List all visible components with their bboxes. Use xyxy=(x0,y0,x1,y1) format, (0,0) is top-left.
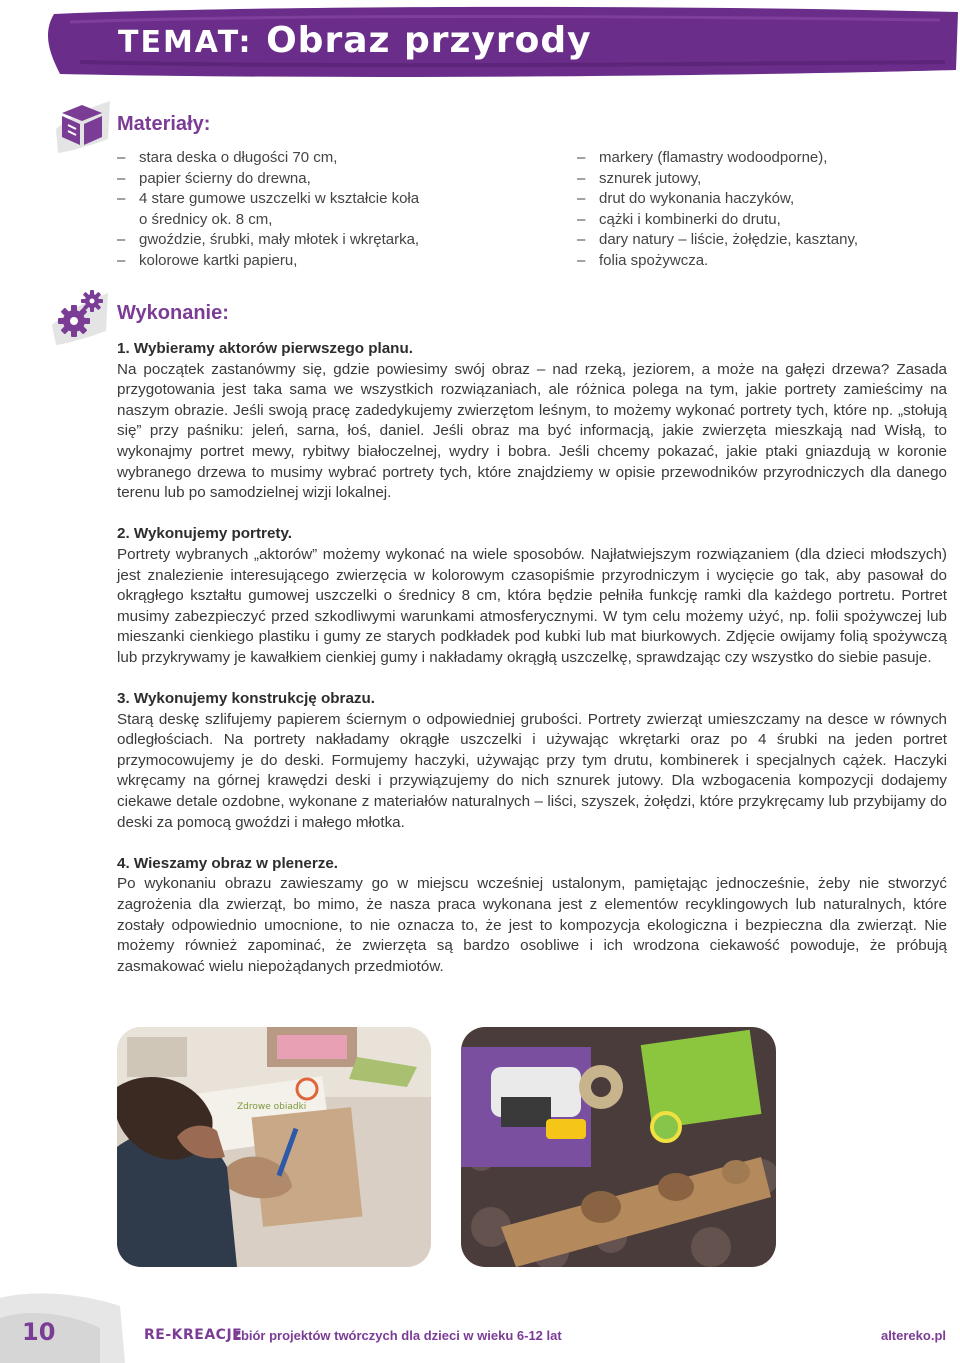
step-title: 3. Wykonujemy konstrukcję obrazu. xyxy=(117,690,375,708)
page-number: 10 xyxy=(22,1318,56,1346)
footer-band xyxy=(0,1288,960,1363)
photo-label: Zdrowe obiadki xyxy=(237,1102,307,1112)
list-item: o średnicy ok. 8 cm, xyxy=(139,210,273,228)
step-text: Po wykonaniu obrazu zawieszamy go w miejscu wcześniej ustalonym, pamiętając jednocześnie, żeby nie stworzyć zagrożenia dla zwierząt, bo mimo, że nasza praca wykonana jest z elementów recyklingowych lub naturalnych, które zostały odpowiednio umocnione, to nie oznacza to, że jest to kompozycja ekologiczna i bezpieczna dla zwierząt. Nie możemy również zapominać, że zwierzęta są bardzo osobliwe i ich wrodzona ciekawość powoduje, że próbują zasmakować wielu niepożądanych przedmiotów. xyxy=(117,875,947,975)
step-text: Starą deskę szlifujemy papierem ściernym o odpowiedniej grubości. Portrety zwierząt umieszczamy na desce w równych odległościach. Na portrety nakładamy okrągłe uszczelki i używając wkrętarki oraz po 4 śrubki na jeden portret przymocowujemy je do deski. Formujemy haczyki, używając przy tym drutu, kombinerek i specjalnych cążek. Haczyki wkręcamy na górnej krawędzi deski i przywiązujemy do nich sznurek jutowy. Dla wzbogacenia kompozycji dodajemy ciekawe detale ozdobne, wykonane z materiałów naturalnych – liści, szyszek, żołędzi, które przykręcamy lub przybijamy do deski za pomocą gwoździ i małego młotka. xyxy=(117,710,947,831)
photo-child-drawing xyxy=(117,1027,431,1267)
step-title: 4. Wieszamy obraz w plenerze. xyxy=(117,854,339,872)
step-title: 1. Wybieramy aktorów pierwszego planu. xyxy=(117,340,413,357)
step-text: Na początek zastanówmy się, gdzie powiesimy swój obraz – nad rzeką, jeziorem, a może na gałęzi drzewa? Zasada przygotowania jest taka sama we wszystkich rozwiązaniach, ale różnica polega na tym, jakie portrety zamieścimy na naszym obrazie. Jeśli swoją pracę zadedykujemy zwierzętom leśnym, to możemy wykonać portrety tych, które np. „stołują się” przy paśniku: jeleń, sarna, łoś, daniel. Jeśli obraz ma być informacją, jakie zwierzęta mieszkają nad Wisłą, to wykonajmy portret mewy, rybitwy białoczelnej, wydry i bobra. Jeśli chcemy pokazać, jakie ptaki gniazdują w koronie wybranego drzewa to musimy wybrać portrety tych, które znajdziemy w opisie przewodników przyrodniczych dla danego terenu lub po samodzielnej wizji lokalnej. xyxy=(117,360,947,502)
materials-list-right xyxy=(577,148,858,272)
step-4 xyxy=(117,854,947,978)
box-icon xyxy=(52,95,112,155)
list-item: – 4 stare gumowe uszczelki w kształcie koła xyxy=(117,189,419,210)
topic-title: Obraz przyrody xyxy=(266,20,592,61)
step-1 xyxy=(117,339,947,504)
footer-brand: RE-KREACJE xyxy=(144,1327,243,1343)
list-item: – stara deska o długości 70 cm, xyxy=(117,148,419,169)
list-item: – markery (flamastry wodoodporne), xyxy=(577,148,858,169)
list-item: – papier ścierny do drewna, xyxy=(117,169,419,190)
materials-heading: Materiały: xyxy=(117,113,211,135)
execution-steps xyxy=(117,339,947,998)
step-title: 2. Wykonujemy portrety. xyxy=(117,525,292,543)
execution-heading: Wykonanie: xyxy=(117,302,229,324)
photo-materials-board xyxy=(461,1027,776,1267)
footer-description: Zbiór projektów twórczych dla dzieci w wieku 6-12 lat xyxy=(233,1328,562,1343)
list-item: – dary natury – liście, żołędzie, kasztany, xyxy=(577,230,858,251)
list-item: – cążki i kombinerki do drutu, xyxy=(577,210,858,231)
topic-label: TEMAT: xyxy=(118,25,253,60)
materials-list-left xyxy=(117,148,419,272)
list-item: – drut do wykonania haczyków, xyxy=(577,189,858,210)
list-item: – sznurek jutowy, xyxy=(577,169,858,190)
footer-website[interactable]: altereko.pl xyxy=(880,1328,946,1343)
page-title xyxy=(118,20,592,61)
gears-icon xyxy=(50,285,110,345)
step-text: Portrety wybranych „aktorów” możemy wykonać na wiele sposobów. Najłatwiejszym rozwiązaniem (dla dzieci młodszych) jest znalezienie interesującego zwierzęcia w kolorowym czasopiśmie przyrodniczym i wycięcie go tak, aby pasował do okrągłego kształtu gumowej uszczelki o średnicy 8 cm, która będzie pełniła funkcję ramki dla każdego portretu. Portret musimy zabezpieczyć przed szkodliwymi warunkami atmosferycznymi. W tym celu możemy użyć, np. folii spożywczej lub mieszanki cienkiego plastiku i gumy ze starych podkładek pod kubki lub mat biurkowych. Zdjęcie owijamy folią spożywczą lub przykrywamy je kawałkiem cienkiej gumy i nakładamy okrągłą uszczelkę, sprawdzając czy wszystko do siebie pasuje. xyxy=(117,545,947,666)
list-item: – gwoździe, śrubki, mały młotek i wkrętarka, xyxy=(117,230,419,251)
step-2 xyxy=(117,524,947,668)
step-3 xyxy=(117,689,947,833)
list-item: – kolorowe kartki papieru, xyxy=(117,251,419,272)
list-item: – folia spożywcza. xyxy=(577,251,858,272)
